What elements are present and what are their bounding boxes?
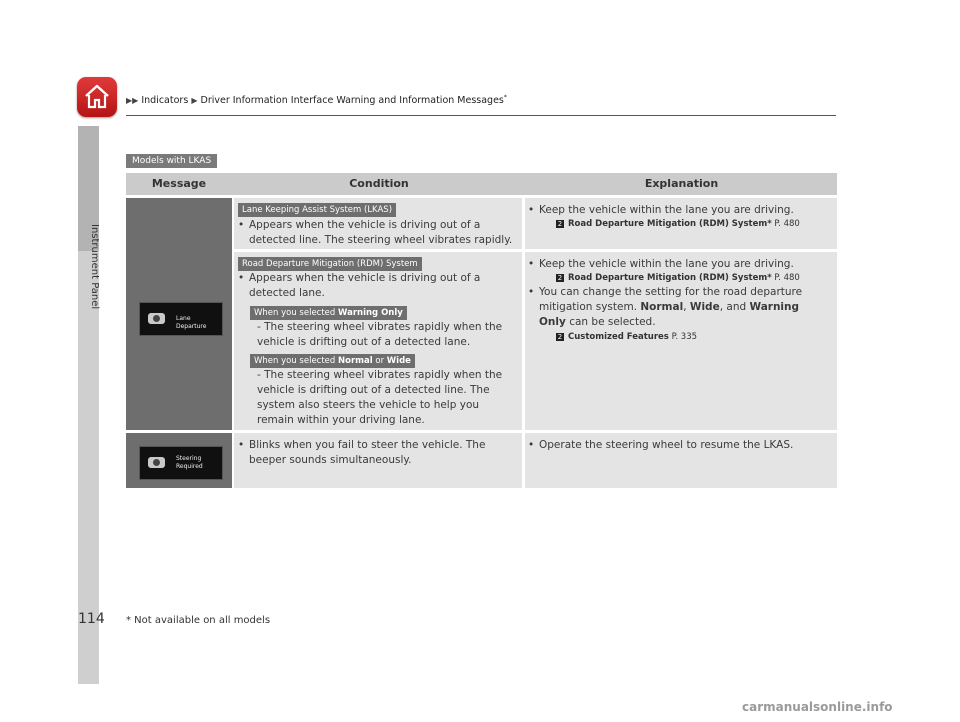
breadcrumb-item[interactable]: Driver Information Interface Warning and Information Messages [200,95,504,107]
models-tag: Models with LKAS [126,154,217,168]
steering-required-screen [139,446,223,480]
home-button[interactable] [77,77,117,117]
footnote: * Not available on all models [126,615,271,626]
reference-arrow-icon: 2 [557,332,563,341]
table-header [126,173,837,195]
setting-tag: When you selected Warning Only [250,306,407,320]
column-header: Condition [349,177,409,190]
condition-bullet: • Appears when the vehicle is driving out of a detected line. The steering wheel vibrates rapidly. [238,219,513,246]
screen-text: Lane Departure [176,315,207,330]
page-reference[interactable]: 2 Road Departure Mitigation (RDM) System* P. 480 [557,219,800,229]
header-rule [126,115,836,116]
lane-departure-screen [139,302,223,336]
steering-icon [148,313,165,324]
reference-arrow-icon: 2 [557,219,563,228]
breadcrumb [126,94,507,106]
watermark: carmanualsonline.info [742,700,893,714]
page-reference[interactable]: 2 Customized Features P. 335 [557,332,698,342]
condition-tag: Road Departure Mitigation (RDM) System [238,257,422,271]
explanation-bullet: • You can change the setting for the road departure mitigation system. Normal, Wide, and Warning Only can be selected. [528,286,803,328]
page-reference[interactable]: 2 Road Departure Mitigation (RDM) System* P. 480 [557,273,800,283]
breadcrumb-arrow-icon: ▶▶ [126,96,139,106]
explanation-bullet: • Keep the vehicle within the lane you are driving. [528,258,794,270]
condition-subtext: - The steering wheel vibrates rapidly when the vehicle is drifting out of a detected lane. [257,321,503,348]
explanation-bullet: • Operate the steering wheel to resume the LKAS. [528,439,794,451]
explanation-bullet: • Keep the vehicle within the lane you are driving. [528,204,794,216]
section-label: Instrument Panel [89,224,100,310]
condition-bullet: • Blinks when you fail to steer the vehicle. The beeper sounds simultaneously. [238,439,486,466]
breadcrumb-arrow-icon: ▶ [191,96,198,106]
condition-bullet: • Appears when the vehicle is driving out of a detected lane. [238,272,481,299]
column-header: Message [151,177,207,190]
home-icon [83,83,111,111]
footnote-marker: * [503,94,507,101]
condition-tag: Lane Keeping Assist System (LKAS) [238,203,396,217]
setting-tag: When you selected Normal or Wide [250,354,415,368]
condition-subtext: - The steering wheel vibrates rapidly when the vehicle is drifting out of a detected line. The system also steers the vehicle to help you remain within your driving lane. [257,369,503,426]
breadcrumb-item[interactable]: Indicators [141,95,189,107]
reference-arrow-icon: 2 [557,273,563,282]
screen-text: Steering Required [176,455,203,470]
page-number: 114 [78,611,105,627]
steering-icon [148,457,165,468]
column-header: Explanation [644,177,719,190]
